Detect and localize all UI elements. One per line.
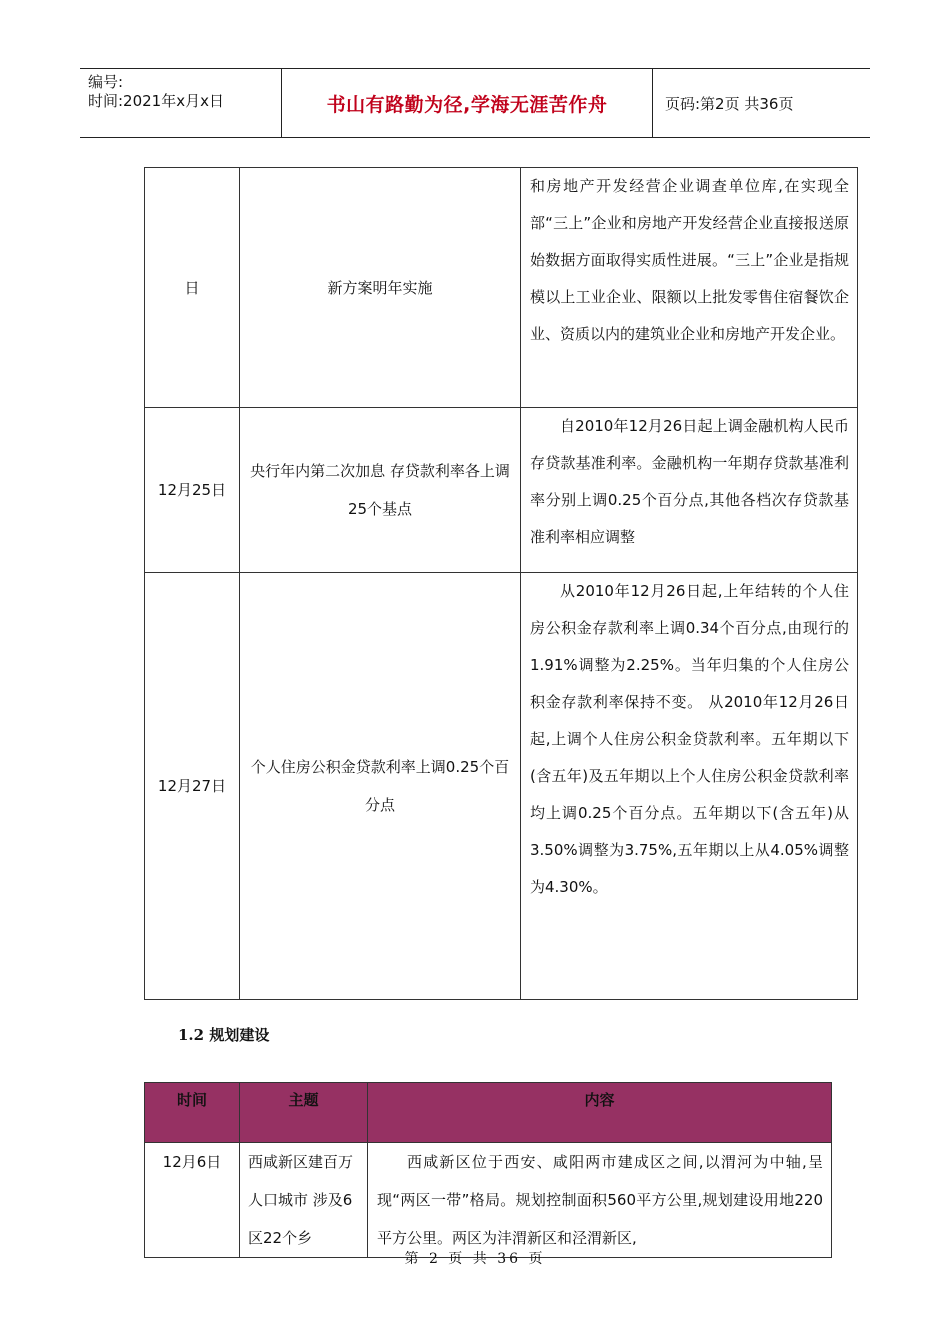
table-row <box>145 168 858 408</box>
row-content <box>368 1143 832 1258</box>
row-topic: 西咸新区建百万人口城市 涉及6区22个乡 <box>240 1143 368 1258</box>
column-header-time: 时间 <box>145 1083 240 1143</box>
table-row <box>145 1143 832 1258</box>
header-number: 编号: <box>88 73 124 91</box>
planning-table <box>144 1082 832 1258</box>
header-meta <box>80 69 282 137</box>
row-date: 日 <box>145 168 240 408</box>
row-topic: 央行年内第二次加息 存贷款利率各上调25个基点 <box>240 408 521 573</box>
row-topic: 个人住房公积金贷款利率上调0.25个百分点 <box>240 573 521 1000</box>
column-header-content: 内容 <box>368 1083 832 1143</box>
row-content-text: 自2010年12月26日起上调金融机构人民币存贷款基准利率。金融机构一年期存贷款基准利率分别上调0.25个百分点,其他各档次存贷款基准利率相应调整 <box>530 417 849 546</box>
page-header <box>80 68 870 138</box>
header-motto: 书山有路勤为径,学海无涯苦作舟 <box>282 69 653 137</box>
policy-table <box>144 167 858 1000</box>
planning-table-wrapper <box>140 1082 830 1247</box>
row-content <box>521 168 858 408</box>
row-date: 12月27日 <box>145 573 240 1000</box>
row-date: 12月6日 <box>145 1143 240 1258</box>
row-topic: 新方案明年实施 <box>240 168 521 408</box>
row-content <box>521 408 858 573</box>
section-title: 1.2 规划建设 <box>178 1026 270 1044</box>
row-content <box>521 573 858 1000</box>
table-row <box>145 573 858 1000</box>
header-page-number: 页码:第2页 共36页 <box>665 94 794 113</box>
page-footer: 第 2 页 共 36 页 <box>404 1251 546 1267</box>
column-header-topic: 主题 <box>240 1083 368 1143</box>
row-date: 12月25日 <box>145 408 240 573</box>
row-content-text: 从2010年12月26日起,上年结转的个人住房公积金存款利率上调0.34个百分点,由现行的1.91%调整为2.25%。当年归集的个人住房公积金存款利率保持不变。 从2010年12月26日起,上调个人住房公积金贷款利率。五年期以下(含五年)及五年期以上个人住房公积金贷款利率均上调0.25个百分点。五年期以下(含五年)从3.50%调整为3.75%,五年期以上从4.05%调整为4.30%。 <box>530 582 849 896</box>
table-header-row <box>145 1083 832 1143</box>
header-time: 时间:2021年x月x日 <box>88 92 224 110</box>
row-content-text: 西咸新区位于西安、咸阳两市建成区之间,以渭河为中轴,呈现“两区一带”格局。规划控制面积560平方公里,规划建设用地220平方公里。两区为沣渭新区和泾渭新区, <box>377 1153 823 1247</box>
row-content-text: 和房地产开发经营企业调查单位库,在实现全部“三上”企业和房地产开发经营企业直接报送原始数据方面取得实质性进展。“三上”企业是指规模以上工业企业、限额以上批发零售住宿餐饮企业、资质以内的建筑业企业和房地产开发企业。 <box>530 177 849 343</box>
table-row <box>145 408 858 573</box>
